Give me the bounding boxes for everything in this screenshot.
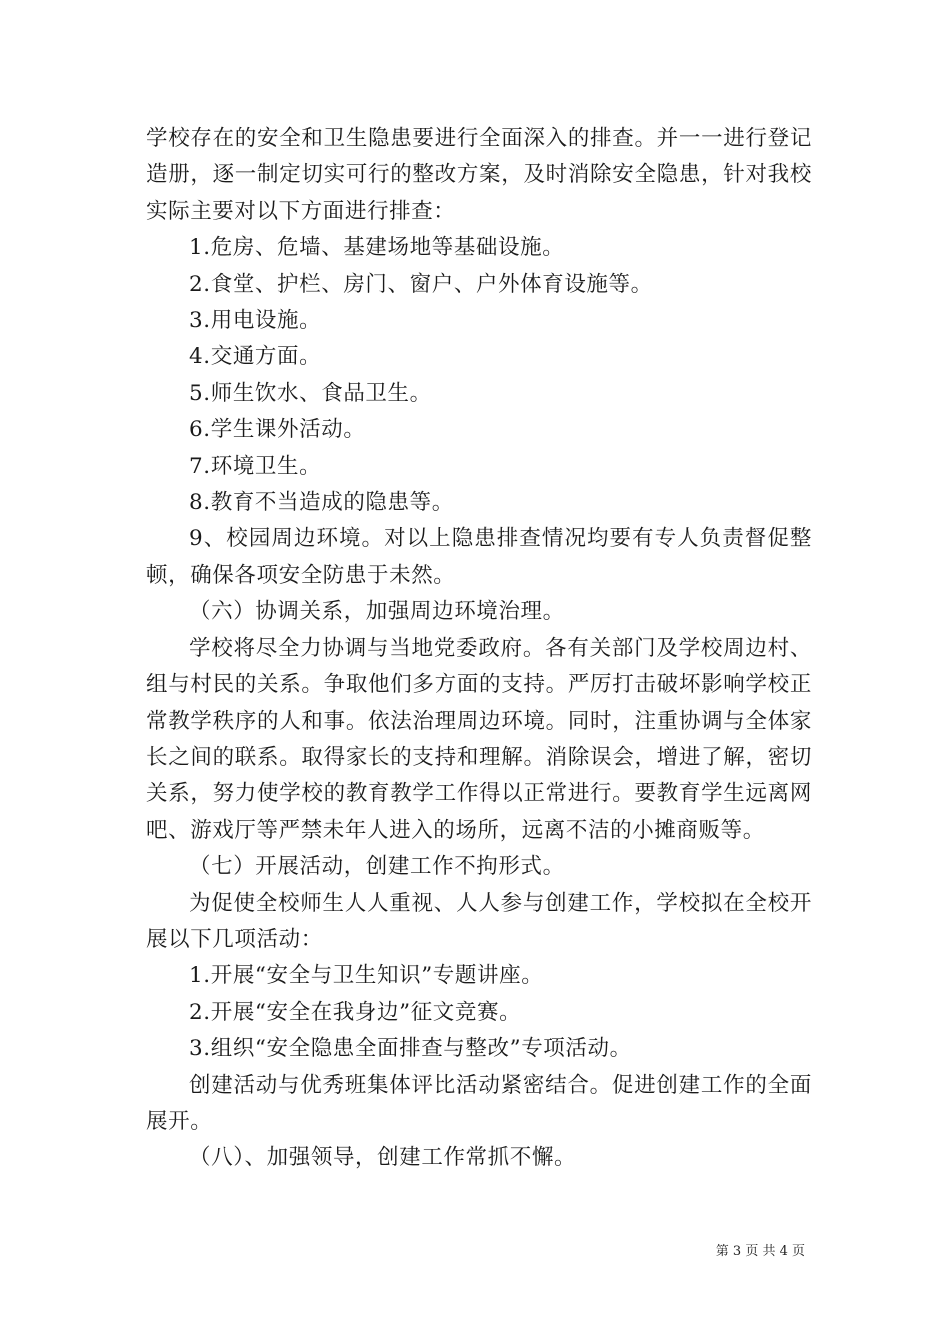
paragraph: 学校将尽全力协调与当地党委政府。各有关部门及学校周边村、组与村民的关系。争取他们多方面的支持。严厉打击破坏影响学校正常教学秩序的人和事。依法治理周边环境。同时，注重协调与全体家长之间的联系。取得家长的支持和理解。消除误会，增进了解，密切关系，努力使学校的教育教学工作得以正常进行。要教育学生远离网吧、游戏厅等严禁未年人进入的场所，远离不洁的小摊商贩等。 <box>146 635 812 843</box>
list-item: 2.开展“安全在我身边”征文竞赛。 <box>189 999 522 1025</box>
page-number-footer: 第 3 页 共 4 页 <box>715 1244 805 1259</box>
list-item: 6.学生课外活动。 <box>189 417 366 443</box>
list-item: 4.交通方面。 <box>189 344 322 370</box>
list-item: 7.环境卫生。 <box>189 453 322 479</box>
paragraph: 学校存在的安全和卫生隐患要进行全面深入的排查。并一一进行登记造册，逐一制定切实可行的整改方案，及时消除安全隐患，针对我校实际主要对以下方面进行排查： <box>146 126 812 224</box>
list-item: 1.危房、危墙、基建场地等基础设施。 <box>189 235 565 261</box>
list-item: 9、校园周边环境。对以上隐患排查情况均要有专人负责督促整顿，确保各项安全防患于未然。 <box>146 526 812 588</box>
list-item: 3.组织“安全隐患全面排查与整改”专项活动。 <box>189 1036 632 1062</box>
section-heading: （六）协调关系，加强周边环境治理。 <box>189 599 565 625</box>
section-heading: （八）、加强领导，创建工作常抓不懈。 <box>189 1145 577 1171</box>
list-item: 3.用电设施。 <box>189 308 322 334</box>
list-item: 8.教育不当造成的隐患等。 <box>189 490 454 516</box>
list-item: 1.开展“安全与卫生知识”专题讲座。 <box>189 963 544 989</box>
paragraph: 创建活动与优秀班集体评比活动紧密结合。促进创建工作的全面展开。 <box>146 1072 812 1134</box>
body-text <box>146 121 812 1177</box>
list-item: 2.食堂、护栏、房门、窗户、户外体育设施等。 <box>189 271 653 297</box>
paragraph: 为促使全校师生人人重视、人人参与创建工作，学校拟在全校开展以下几项活动： <box>146 890 812 952</box>
section-heading: （七）开展活动，创建工作不拘形式。 <box>189 854 565 880</box>
list-item: 5.师生饮水、食品卫生。 <box>189 380 432 406</box>
